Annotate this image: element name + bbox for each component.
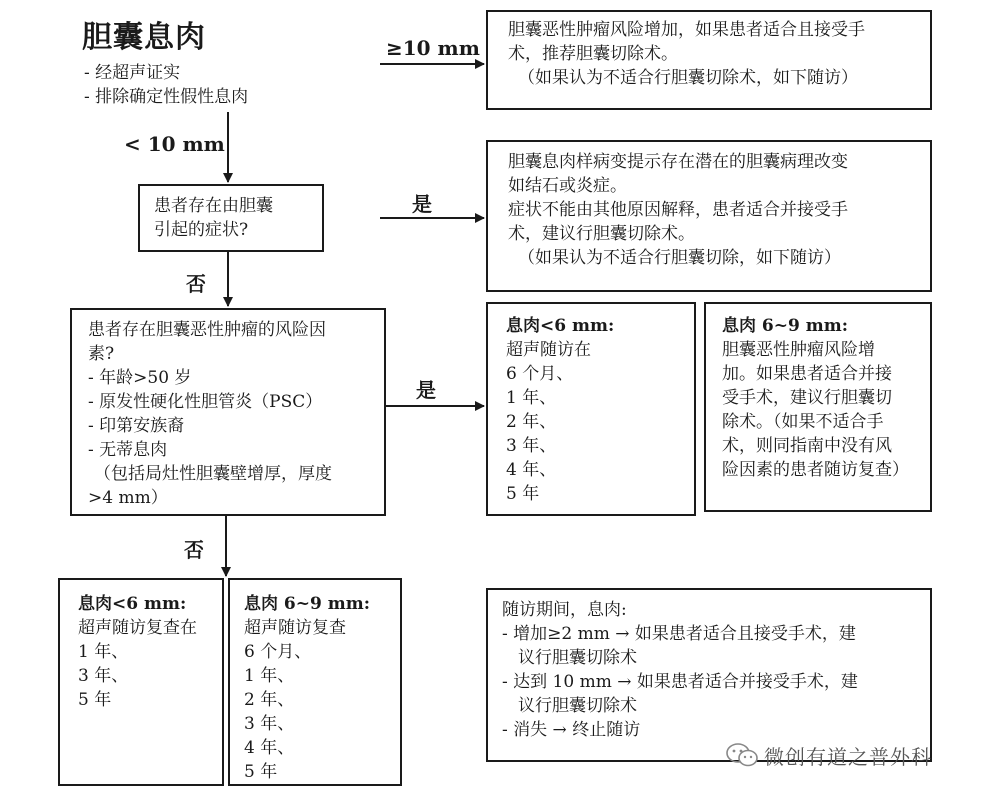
label-no-risk: 否 xyxy=(184,538,204,562)
box-text: 超声随访在 xyxy=(506,340,591,360)
box-text: 术，则同指南中没有风 xyxy=(722,436,892,456)
box-text: 3 年、 xyxy=(244,714,295,734)
box-heading: 息肉<6 mm: xyxy=(506,316,615,336)
box-text: 素? xyxy=(88,344,115,364)
risk-factor-item: - 原发性硬化性胆管炎（PSC） xyxy=(88,392,323,412)
box-heading: 息肉 6~9 mm: xyxy=(722,316,848,336)
label-lt10: < 10 mm xyxy=(124,132,225,156)
followup-rule: 议行胆囊切除术 xyxy=(518,648,637,668)
box-text: 胆囊息肉样病变提示存在潜在的胆囊病理改变 xyxy=(508,152,848,172)
box-text: 引起的症状? xyxy=(154,220,249,240)
followup-rule: - 增加≥2 mm → 如果患者适合且接受手术，建 xyxy=(502,624,856,644)
norisk-polyp-6to9-box xyxy=(228,578,402,786)
box-text: 3 年、 xyxy=(78,666,129,686)
box-heading: 息肉 6~9 mm: xyxy=(244,594,370,614)
box-text: 1 年、 xyxy=(506,388,557,408)
box-text: 超声随访复查 xyxy=(244,618,346,638)
box-text: （如果认为不适合行胆囊切除，如下随访） xyxy=(518,248,841,268)
box-text: 2 年、 xyxy=(244,690,295,710)
risk-factor-item: - 年龄>50 岁 xyxy=(88,368,192,388)
box-text: 症状不能由其他原因解释，患者适合并接受手 xyxy=(508,200,848,220)
criteria-item: - 排除确定性假性息肉 xyxy=(84,87,249,107)
label-no-symptom: 否 xyxy=(186,272,206,296)
box-text: 5 年 xyxy=(78,690,112,710)
wechat-icon xyxy=(726,742,758,768)
box-text: （如果认为不适合行胆囊切除术，如下随访） xyxy=(518,68,858,88)
norisk-polyp-lt6-box xyxy=(58,578,224,786)
box-text: 险因素的患者随访复查） xyxy=(722,460,909,480)
box-text: 受手术，建议行胆囊切 xyxy=(722,388,892,408)
box-text: 5 年 xyxy=(244,762,278,782)
box-text: >4 mm） xyxy=(88,488,168,508)
box-heading: 息肉<6 mm: xyxy=(78,594,187,614)
label-yes-symptom: 是 xyxy=(412,192,432,216)
box-text: （包括局灶性胆囊壁增厚，厚度 xyxy=(94,464,332,484)
criteria-item: - 经超声证实 xyxy=(84,63,181,83)
box-text: 1 年、 xyxy=(78,642,129,662)
surgery-recommendation-box xyxy=(486,10,932,110)
box-text: 术，推荐胆囊切除术。 xyxy=(508,44,678,64)
risk-polyp-6to9-box xyxy=(704,302,932,512)
box-text: 除术。（如果不适合手 xyxy=(722,412,884,432)
label-ge10: ≥10 mm xyxy=(386,36,480,60)
box-text: 术，建议行胆囊切除术。 xyxy=(508,224,695,244)
box-text: 1 年、 xyxy=(244,666,295,686)
symptom-question-box xyxy=(138,184,324,252)
box-text: 4 年、 xyxy=(506,460,557,480)
box-text: 6 个月、 xyxy=(506,364,574,384)
box-text: 超声随访复查在 xyxy=(78,618,197,638)
watermark-text: 微创有道之普外科 xyxy=(764,744,932,769)
symptom-yes-box xyxy=(486,140,932,292)
followup-rule: - 消失 → 终止随访 xyxy=(502,720,641,740)
box-text: 6 个月、 xyxy=(244,642,312,662)
box-text: 如结石或炎症。 xyxy=(508,176,627,196)
box-text: 患者存在胆囊恶性肿瘤的风险因 xyxy=(88,320,326,340)
box-text: 3 年、 xyxy=(506,436,557,456)
risk-factor-item: - 无蒂息肉 xyxy=(88,440,168,460)
page-title: 胆囊息肉 xyxy=(82,20,206,55)
box-text: 患者存在由胆囊 xyxy=(154,196,273,216)
box-text: 随访期间，息肉: xyxy=(502,600,627,620)
box-text: 加。如果患者适合并接 xyxy=(722,364,892,384)
box-text: 胆囊恶性肿瘤风险增加，如果患者适合且接受手 xyxy=(508,20,865,40)
box-text: 胆囊恶性肿瘤风险增 xyxy=(722,340,875,360)
box-text: 5 年 xyxy=(506,484,540,504)
risk-polyp-lt6-box xyxy=(486,302,696,516)
risk-factor-item: - 印第安族裔 xyxy=(88,416,185,436)
box-text: 4 年、 xyxy=(244,738,295,758)
followup-rule: - 达到 10 mm → 如果患者适合并接受手术，建 xyxy=(502,672,858,692)
followup-rule: 议行胆囊切除术 xyxy=(518,696,637,716)
watermark xyxy=(726,738,932,772)
risk-factor-question-box xyxy=(70,308,386,516)
label-yes-risk: 是 xyxy=(416,378,436,402)
box-text: 2 年、 xyxy=(506,412,557,432)
followup-rules-box xyxy=(486,588,932,762)
